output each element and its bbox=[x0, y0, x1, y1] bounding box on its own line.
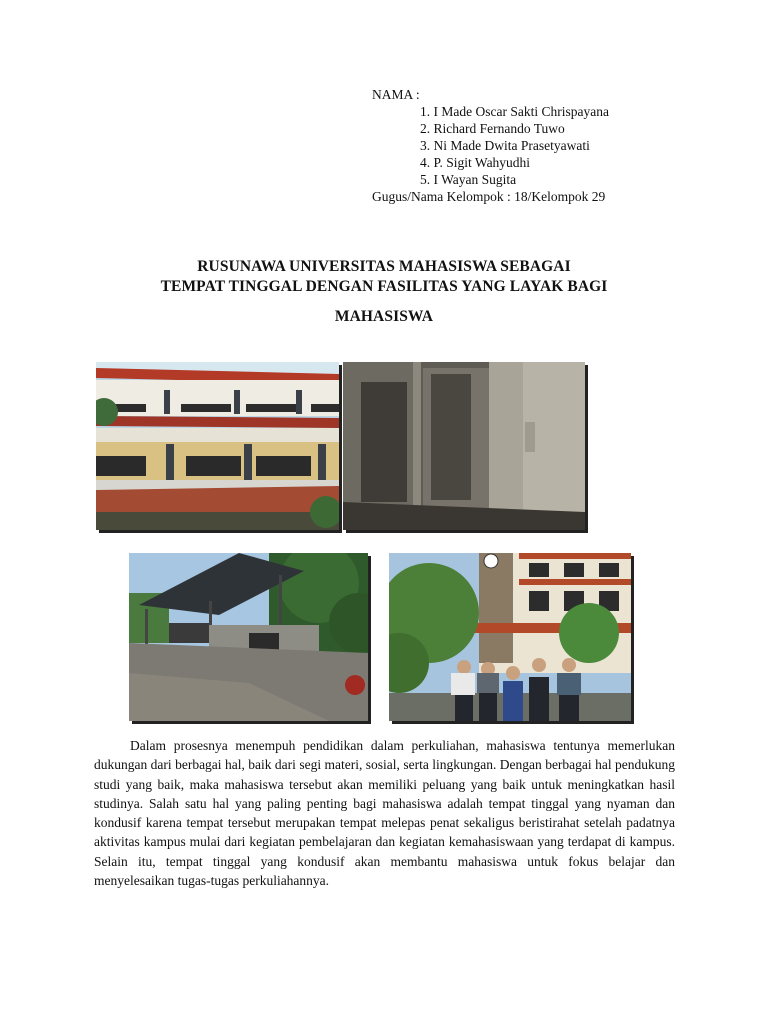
member-item: 1. I Made Oscar Sakti Chrispayana bbox=[420, 104, 609, 119]
title-line-1: RUSUNAWA UNIVERSITAS MAHASISWA SEBAGAI bbox=[197, 258, 571, 275]
member-item: 4. P. Sigit Wahyudhi bbox=[420, 155, 531, 170]
names-label: NAMA : bbox=[372, 87, 420, 102]
photo-dormitory-room bbox=[343, 362, 585, 530]
title-line-3: MAHASISWA bbox=[334, 308, 434, 325]
body-paragraph: Dalam prosesnya menempuh pendidikan dalam perkuliahan, mahasiswa tentunya memerlukan dukungan dari berbagai hal, baik dari segi materi, sosial, serta lingkungan. Dengan berbagai hal pendukung studi yang baik, maka mahasiswa tersebut akan memiliki peluang yang baik untuk meningkatkan hasil studinya. Salah satu hal yang paling penting bagi mahasiswa adalah tempat tinggal yang nyaman dan kondusif karena tempat tersebut merupakan tempat melepas penat sekaligus beristirahat setelah padatnya aktivitas kampus mulai dari kegiatan pembelajaran dan kegiatan kemahasiswaan yang terdapat di kampus. Selain itu, tempat tinggal yang kondusif akan membantu mahasiswa untuk fokus belajar dan menyelesaikan tugas-tugas perkuliahannya. bbox=[94, 738, 675, 889]
title-line-2: TEMPAT TINGGAL DENGAN FASILITAS YANG LAYAK BAGI bbox=[160, 278, 608, 295]
member-item: 2. Richard Fernando Tuwo bbox=[420, 121, 565, 136]
author-block bbox=[372, 86, 609, 205]
photo-group-students bbox=[389, 553, 631, 721]
member-item: 3. Ni Made Dwita Prasetyawati bbox=[420, 138, 590, 153]
member-list bbox=[372, 103, 609, 188]
group-name: Gugus/Nama Kelompok : 18/Kelompok 29 bbox=[372, 189, 606, 204]
photo-parking-area bbox=[129, 553, 368, 721]
photo-dormitory-building bbox=[96, 362, 339, 530]
member-item: 5. I Wayan Sugita bbox=[420, 172, 517, 187]
